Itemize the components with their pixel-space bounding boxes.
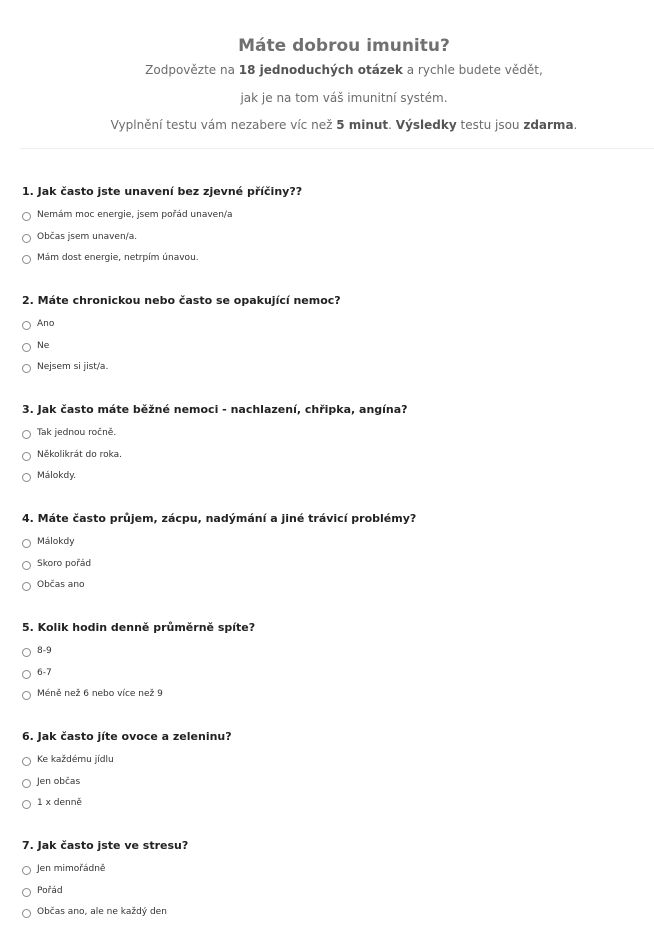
answer-option[interactable] bbox=[22, 797, 642, 819]
radio-button[interactable] bbox=[22, 321, 31, 330]
answer-option[interactable] bbox=[22, 470, 642, 492]
answer-label[interactable]: Občas jsem unaven/a. bbox=[37, 231, 138, 242]
radio-button[interactable] bbox=[22, 234, 31, 243]
question-list bbox=[22, 185, 642, 948]
answer-label[interactable]: Občas ano, ale ne každý den bbox=[37, 907, 167, 918]
answer-label[interactable]: Nejsem si jist/a. bbox=[37, 362, 109, 373]
answer-label[interactable]: Jen mimořádně bbox=[37, 864, 106, 874]
answer-option[interactable] bbox=[22, 209, 642, 231]
radio-button[interactable] bbox=[22, 757, 31, 766]
question-title: 2. Máte chronickou nebo často se opakující nemoc? bbox=[22, 294, 341, 307]
radio-button[interactable] bbox=[22, 343, 31, 352]
radio-button[interactable] bbox=[22, 800, 31, 809]
radio-button[interactable] bbox=[22, 691, 31, 700]
question-1 bbox=[22, 185, 642, 294]
answer-label[interactable]: Občas ano bbox=[37, 580, 85, 591]
answer-label[interactable]: Málokdy bbox=[37, 537, 75, 547]
question-3 bbox=[22, 403, 642, 512]
answer-option[interactable] bbox=[22, 449, 642, 471]
question-title: 4. Máte často průjem, zácpu, nadýmání a jiné trávicí problémy? bbox=[22, 512, 417, 525]
radio-button[interactable] bbox=[22, 582, 31, 591]
answer-label[interactable]: 6-7 bbox=[37, 667, 52, 678]
question-title: 7. Jak často jste ve stresu? bbox=[22, 839, 189, 852]
radio-button[interactable] bbox=[22, 561, 31, 570]
answer-label[interactable]: Tak jednou ročně. bbox=[37, 428, 117, 438]
question-title: 3. Jak často máte běžné nemoci - nachlazení, chřipka, angína? bbox=[22, 403, 408, 416]
question-5 bbox=[22, 621, 642, 730]
question-title: 6. Jak často jíte ovoce a zeleninu? bbox=[22, 730, 232, 743]
answer-label[interactable]: Ke každému jídlu bbox=[37, 755, 114, 765]
question-6 bbox=[22, 730, 642, 839]
header-divider bbox=[20, 148, 654, 149]
answer-option[interactable] bbox=[22, 361, 642, 383]
free-highlight: zdarma bbox=[523, 118, 574, 132]
answer-option[interactable] bbox=[22, 906, 642, 928]
answer-label[interactable]: Jen občas bbox=[37, 776, 81, 787]
answer-label[interactable]: Nemám moc energie, jsem pořád unaven/a bbox=[37, 210, 233, 220]
answer-option[interactable] bbox=[22, 776, 642, 798]
question-2 bbox=[22, 294, 642, 403]
answer-label[interactable]: Ne bbox=[37, 340, 50, 351]
answer-option[interactable] bbox=[22, 536, 642, 558]
answer-option[interactable] bbox=[22, 340, 642, 362]
answer-option[interactable] bbox=[22, 427, 642, 449]
intro-line-1 bbox=[0, 63, 654, 77]
answer-label[interactable]: Méně než 6 nebo více než 9 bbox=[37, 689, 163, 700]
page-title: Máte dobrou imunitu? bbox=[238, 36, 450, 56]
intro-line-2: jak je na tom váš imunitní systém. bbox=[240, 91, 448, 105]
answer-option[interactable] bbox=[22, 667, 642, 689]
intro-text: . bbox=[573, 118, 578, 132]
radio-button[interactable] bbox=[22, 473, 31, 482]
answer-option[interactable] bbox=[22, 231, 642, 253]
radio-button[interactable] bbox=[22, 909, 31, 918]
question-title: 5. Kolik hodin denně průměrně spíte? bbox=[22, 621, 256, 634]
radio-button[interactable] bbox=[22, 670, 31, 679]
answer-option[interactable] bbox=[22, 558, 642, 580]
answer-label[interactable]: Několikrát do roka. bbox=[37, 449, 123, 460]
answer-label[interactable]: Mám dost energie, netrpím únavou. bbox=[37, 253, 199, 264]
answer-label[interactable]: Skoro pořád bbox=[37, 558, 92, 569]
answer-label[interactable]: Pořád bbox=[37, 885, 63, 896]
results-highlight: Výsledky bbox=[395, 118, 457, 132]
answer-option[interactable] bbox=[22, 645, 642, 667]
duration-highlight: 5 minut bbox=[336, 118, 389, 132]
radio-button[interactable] bbox=[22, 212, 31, 221]
question-title: 1. Jak často jste unavení bez zjevné příčiny?? bbox=[22, 185, 303, 198]
intro-line-3 bbox=[0, 118, 654, 132]
answer-option[interactable] bbox=[22, 863, 642, 885]
answer-label[interactable]: Málokdy. bbox=[37, 471, 77, 482]
radio-button[interactable] bbox=[22, 779, 31, 788]
radio-button[interactable] bbox=[22, 866, 31, 875]
answer-option[interactable] bbox=[22, 754, 642, 776]
answer-option[interactable] bbox=[22, 688, 642, 710]
intro-text: Vyplnění testu vám nezabere víc než bbox=[110, 118, 337, 132]
radio-button[interactable] bbox=[22, 430, 31, 439]
radio-button[interactable] bbox=[22, 452, 31, 461]
radio-button[interactable] bbox=[22, 888, 31, 897]
answer-label[interactable]: 8-9 bbox=[37, 646, 52, 656]
intro-text: testu jsou bbox=[456, 118, 524, 132]
intro-text: Zodpovězte na bbox=[145, 63, 239, 77]
answer-option[interactable] bbox=[22, 318, 642, 340]
radio-button[interactable] bbox=[22, 364, 31, 373]
radio-button[interactable] bbox=[22, 539, 31, 548]
question-count-highlight: 18 jednoduchých otázek bbox=[238, 63, 403, 77]
question-4 bbox=[22, 512, 642, 621]
radio-button[interactable] bbox=[22, 648, 31, 657]
intro-text: a rychle budete vědět, bbox=[402, 63, 543, 77]
answer-option[interactable] bbox=[22, 885, 642, 907]
answer-label[interactable]: 1 x denně bbox=[37, 798, 82, 809]
answer-label[interactable]: Ano bbox=[37, 319, 55, 329]
radio-button[interactable] bbox=[22, 255, 31, 264]
intro-text: . bbox=[388, 118, 396, 132]
answer-option[interactable] bbox=[22, 579, 642, 601]
question-7 bbox=[22, 839, 642, 948]
answer-option[interactable] bbox=[22, 252, 642, 274]
